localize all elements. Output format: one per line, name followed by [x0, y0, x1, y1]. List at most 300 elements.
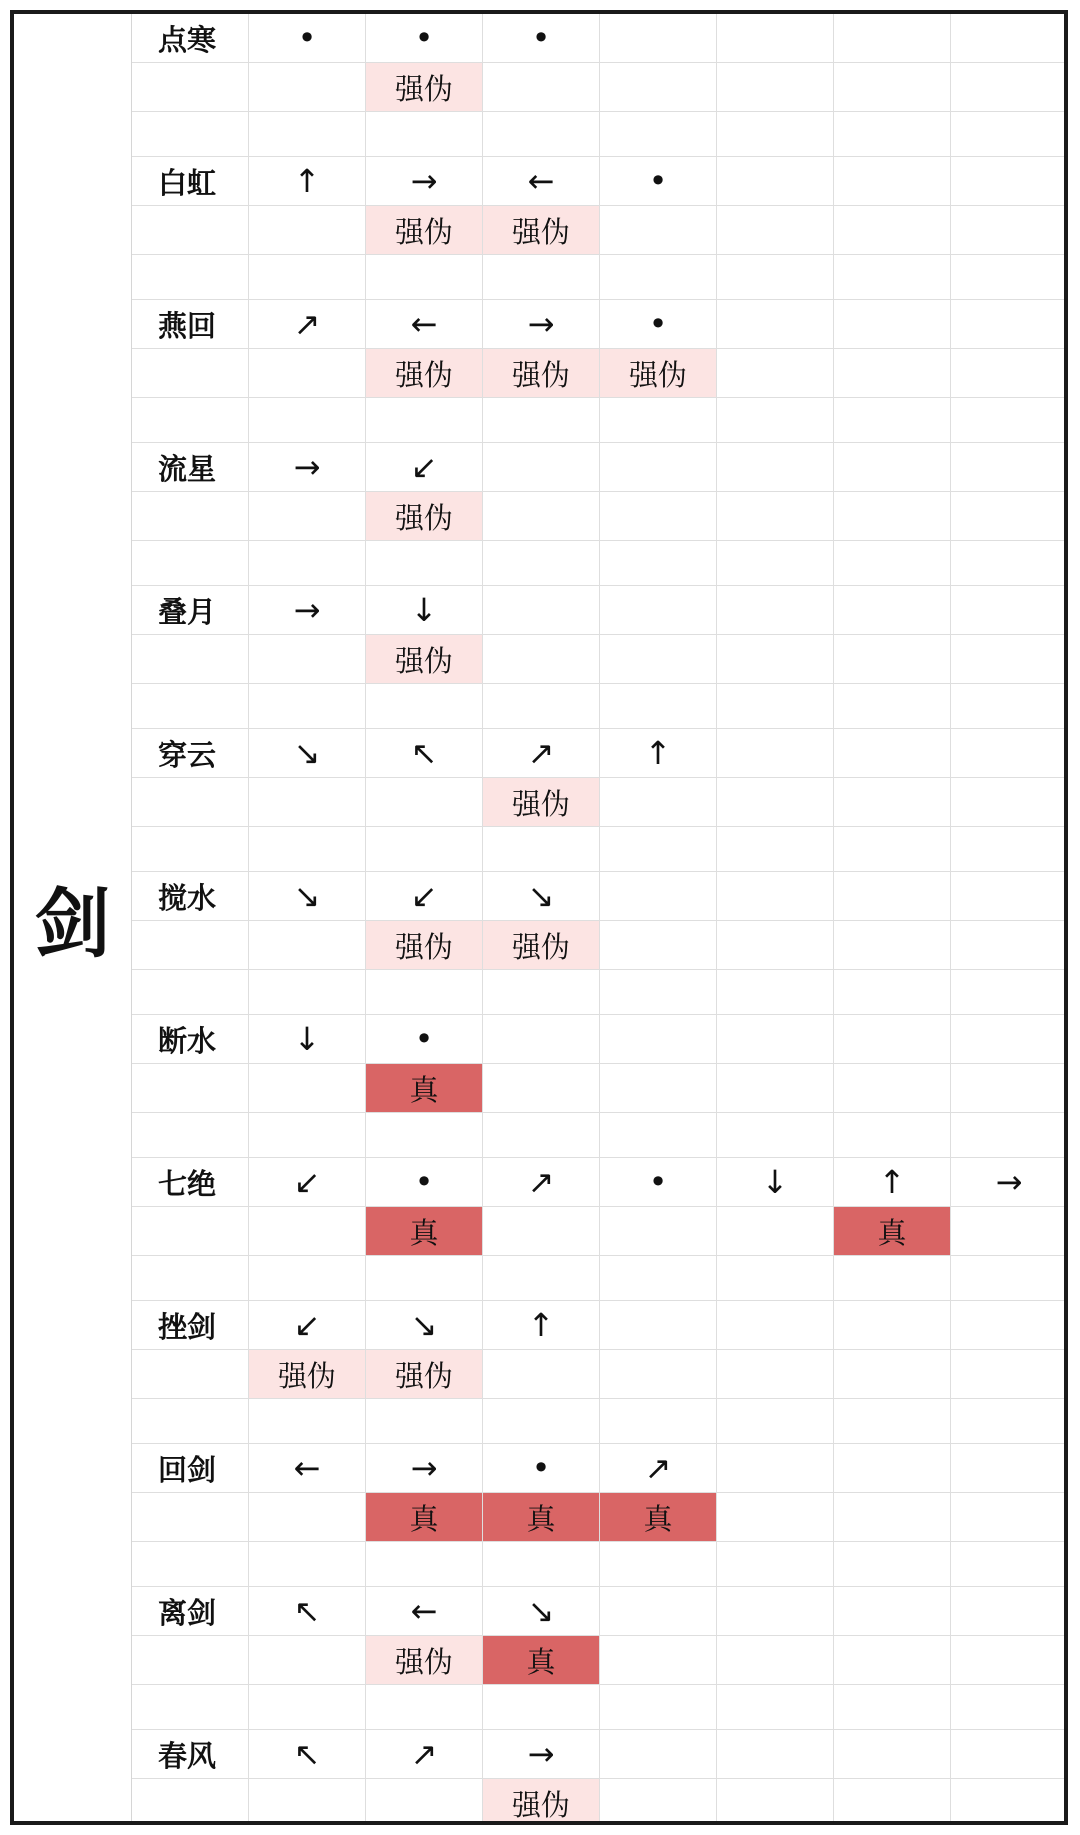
move-step: ←	[483, 157, 600, 205]
empty-cell	[132, 63, 249, 111]
empty-cell	[132, 1542, 249, 1586]
empty-cell	[834, 970, 951, 1014]
row-spacer	[132, 1399, 1068, 1444]
empty-cell	[600, 1113, 717, 1157]
strong-fake-tag: 强伪	[366, 206, 483, 254]
skill-row	[132, 157, 1068, 206]
empty-cell	[600, 921, 717, 969]
skill-tag-row	[132, 778, 1068, 827]
empty-cell	[951, 1207, 1068, 1255]
empty-cell	[951, 398, 1068, 442]
empty-cell	[366, 112, 483, 156]
empty-cell	[366, 1685, 483, 1729]
strong-fake-tag: 强伪	[366, 349, 483, 397]
empty-cell	[951, 1256, 1068, 1300]
skill-name: 挫剑	[132, 1301, 249, 1349]
empty-cell	[249, 398, 366, 442]
empty-cell	[717, 1779, 834, 1825]
skill-row	[132, 300, 1068, 349]
empty-cell	[132, 1256, 249, 1300]
empty-cell	[834, 1636, 951, 1684]
move-step: ↘	[483, 1587, 600, 1635]
empty-cell	[834, 1542, 951, 1586]
skill-tag-row	[132, 492, 1068, 541]
empty-cell	[249, 635, 366, 683]
move-step	[717, 1015, 834, 1063]
row-spacer	[132, 112, 1068, 157]
move-step	[600, 14, 717, 62]
empty-cell	[132, 635, 249, 683]
empty-cell	[834, 112, 951, 156]
move-step: •	[366, 14, 483, 62]
empty-cell	[132, 921, 249, 969]
skill-name: 断水	[132, 1015, 249, 1063]
true-tag: 真	[834, 1207, 951, 1255]
move-step: •	[600, 157, 717, 205]
empty-cell	[249, 921, 366, 969]
move-step	[834, 586, 951, 634]
skill-tag-row	[132, 921, 1068, 970]
empty-cell	[366, 541, 483, 585]
move-step: ↗	[483, 1158, 600, 1206]
move-step	[717, 729, 834, 777]
empty-cell	[600, 635, 717, 683]
move-step	[834, 1587, 951, 1635]
move-step: →	[366, 1444, 483, 1492]
skill-name: 春风	[132, 1730, 249, 1778]
empty-cell	[600, 684, 717, 728]
empty-cell	[834, 541, 951, 585]
true-tag: 真	[483, 1636, 600, 1684]
empty-cell	[249, 112, 366, 156]
empty-cell	[717, 1064, 834, 1112]
empty-cell	[717, 921, 834, 969]
skill-row	[132, 1444, 1068, 1493]
empty-cell	[366, 1113, 483, 1157]
empty-cell	[132, 1399, 249, 1443]
move-step	[834, 1301, 951, 1349]
strong-fake-tag: 强伪	[249, 1350, 366, 1398]
empty-cell	[951, 1399, 1068, 1443]
move-step	[834, 443, 951, 491]
empty-cell	[834, 1113, 951, 1157]
move-step: ↗	[600, 1444, 717, 1492]
empty-cell	[132, 112, 249, 156]
empty-cell	[717, 492, 834, 540]
empty-cell	[483, 970, 600, 1014]
move-step: →	[249, 443, 366, 491]
empty-cell	[951, 1113, 1068, 1157]
row-spacer	[132, 541, 1068, 586]
move-step	[834, 1444, 951, 1492]
empty-cell	[834, 921, 951, 969]
row-spacer	[132, 970, 1068, 1015]
move-step: ↖	[366, 729, 483, 777]
strong-fake-tag: 强伪	[483, 921, 600, 969]
move-step	[951, 1444, 1068, 1492]
empty-cell	[951, 1064, 1068, 1112]
empty-cell	[483, 1399, 600, 1443]
empty-cell	[951, 1636, 1068, 1684]
skill-name: 叠月	[132, 586, 249, 634]
strong-fake-tag: 强伪	[366, 635, 483, 683]
empty-cell	[366, 398, 483, 442]
empty-cell	[249, 1542, 366, 1586]
skill-row	[132, 1301, 1068, 1350]
empty-cell	[249, 63, 366, 111]
move-step	[834, 300, 951, 348]
empty-cell	[249, 1399, 366, 1443]
move-step: ↓	[249, 1015, 366, 1063]
row-spacer	[132, 398, 1068, 443]
skill-tag-row	[132, 1064, 1068, 1113]
row-spacer	[132, 1542, 1068, 1587]
empty-cell	[717, 684, 834, 728]
empty-cell	[951, 63, 1068, 111]
empty-cell	[600, 1207, 717, 1255]
empty-cell	[951, 349, 1068, 397]
move-step: •	[366, 1158, 483, 1206]
empty-cell	[366, 1779, 483, 1825]
empty-cell	[483, 1542, 600, 1586]
empty-cell	[249, 255, 366, 299]
empty-cell	[951, 827, 1068, 871]
true-tag: 真	[600, 1493, 717, 1541]
move-step	[834, 1730, 951, 1778]
move-step: ↘	[249, 872, 366, 920]
move-step	[600, 1587, 717, 1635]
empty-cell	[717, 255, 834, 299]
move-step	[600, 586, 717, 634]
empty-cell	[366, 255, 483, 299]
empty-cell	[249, 349, 366, 397]
move-step	[834, 14, 951, 62]
skill-tag-row	[132, 349, 1068, 398]
empty-cell	[951, 1493, 1068, 1541]
move-step	[834, 872, 951, 920]
empty-cell	[600, 1399, 717, 1443]
empty-cell	[717, 398, 834, 442]
empty-cell	[600, 1779, 717, 1825]
skill-name: 离剑	[132, 1587, 249, 1635]
empty-cell	[834, 684, 951, 728]
empty-cell	[132, 1113, 249, 1157]
move-step	[717, 1444, 834, 1492]
strong-fake-tag: 强伪	[366, 1636, 483, 1684]
move-step: →	[483, 1730, 600, 1778]
empty-cell	[717, 635, 834, 683]
empty-cell	[834, 827, 951, 871]
empty-cell	[483, 1685, 600, 1729]
move-step	[717, 300, 834, 348]
skill-name: 七绝	[132, 1158, 249, 1206]
strong-fake-tag: 强伪	[483, 1779, 600, 1825]
empty-cell	[249, 492, 366, 540]
move-step: •	[483, 14, 600, 62]
move-step: ↙	[366, 443, 483, 491]
empty-cell	[132, 778, 249, 826]
empty-cell	[951, 112, 1068, 156]
empty-cell	[483, 1064, 600, 1112]
empty-cell	[249, 1064, 366, 1112]
empty-cell	[717, 1685, 834, 1729]
empty-cell	[249, 1113, 366, 1157]
skill-row	[132, 729, 1068, 778]
empty-cell	[600, 541, 717, 585]
empty-cell	[249, 827, 366, 871]
empty-cell	[600, 206, 717, 254]
empty-cell	[249, 778, 366, 826]
move-step	[717, 14, 834, 62]
empty-cell	[717, 1350, 834, 1398]
move-step	[483, 1015, 600, 1063]
empty-cell	[366, 684, 483, 728]
empty-cell	[717, 349, 834, 397]
empty-cell	[249, 1779, 366, 1825]
empty-cell	[951, 492, 1068, 540]
move-step	[600, 443, 717, 491]
empty-cell	[132, 1064, 249, 1112]
empty-cell	[366, 1256, 483, 1300]
move-step	[717, 586, 834, 634]
empty-cell	[951, 541, 1068, 585]
move-step: ↘	[483, 872, 600, 920]
empty-cell	[132, 349, 249, 397]
strong-fake-tag: 强伪	[366, 1350, 483, 1398]
move-step	[951, 872, 1068, 920]
empty-cell	[249, 206, 366, 254]
move-step	[717, 1587, 834, 1635]
empty-cell	[951, 970, 1068, 1014]
empty-cell	[951, 1542, 1068, 1586]
strong-fake-tag: 强伪	[483, 349, 600, 397]
empty-cell	[834, 1350, 951, 1398]
empty-cell	[951, 635, 1068, 683]
strong-fake-tag: 强伪	[600, 349, 717, 397]
empty-cell	[600, 1350, 717, 1398]
empty-cell	[951, 921, 1068, 969]
empty-cell	[600, 1542, 717, 1586]
move-step	[600, 1730, 717, 1778]
skill-tag-row	[132, 1636, 1068, 1685]
empty-cell	[483, 63, 600, 111]
empty-cell	[483, 1350, 600, 1398]
empty-cell	[132, 827, 249, 871]
empty-cell	[600, 827, 717, 871]
move-step	[951, 300, 1068, 348]
empty-cell	[483, 1207, 600, 1255]
empty-cell	[717, 1207, 834, 1255]
empty-cell	[132, 255, 249, 299]
empty-cell	[600, 398, 717, 442]
empty-cell	[483, 1113, 600, 1157]
empty-cell	[366, 1399, 483, 1443]
skill-tag-row	[132, 1779, 1068, 1825]
empty-cell	[483, 492, 600, 540]
category-label: 剑	[34, 879, 111, 968]
empty-cell	[951, 206, 1068, 254]
skill-row	[132, 443, 1068, 492]
row-spacer	[132, 1256, 1068, 1301]
move-step: ↓	[366, 586, 483, 634]
skill-row	[132, 872, 1068, 921]
skill-row	[132, 1587, 1068, 1636]
empty-cell	[132, 492, 249, 540]
move-step	[951, 1730, 1068, 1778]
empty-cell	[834, 255, 951, 299]
move-step: ↑	[600, 729, 717, 777]
empty-cell	[717, 1493, 834, 1541]
move-step: •	[600, 1158, 717, 1206]
empty-cell	[132, 1685, 249, 1729]
empty-cell	[951, 255, 1068, 299]
strong-fake-tag: 强伪	[483, 778, 600, 826]
skill-tag-row	[132, 1350, 1068, 1399]
move-step	[951, 157, 1068, 205]
empty-cell	[249, 1256, 366, 1300]
move-step	[834, 729, 951, 777]
empty-cell	[366, 778, 483, 826]
empty-cell	[717, 63, 834, 111]
skill-row	[132, 1730, 1068, 1779]
skill-tag-row	[132, 63, 1068, 112]
move-step	[483, 443, 600, 491]
true-tag: 真	[366, 1064, 483, 1112]
move-step: •	[600, 300, 717, 348]
empty-cell	[717, 970, 834, 1014]
move-step	[600, 1301, 717, 1349]
move-step: •	[366, 1015, 483, 1063]
true-tag: 真	[483, 1493, 600, 1541]
move-step: ↖	[249, 1730, 366, 1778]
empty-cell	[717, 827, 834, 871]
move-step	[951, 1301, 1068, 1349]
move-step: •	[483, 1444, 600, 1492]
skill-name: 流星	[132, 443, 249, 491]
move-step	[951, 729, 1068, 777]
empty-cell	[600, 778, 717, 826]
skill-tag-row	[132, 1207, 1068, 1256]
empty-cell	[249, 1685, 366, 1729]
empty-cell	[483, 255, 600, 299]
empty-cell	[717, 206, 834, 254]
strong-fake-tag: 强伪	[483, 206, 600, 254]
move-step	[717, 443, 834, 491]
true-tag: 真	[366, 1493, 483, 1541]
move-step	[951, 443, 1068, 491]
move-step	[834, 157, 951, 205]
empty-cell	[483, 541, 600, 585]
row-spacer	[132, 1113, 1068, 1158]
move-step	[951, 1587, 1068, 1635]
empty-cell	[483, 112, 600, 156]
empty-cell	[600, 255, 717, 299]
move-step: →	[366, 157, 483, 205]
empty-cell	[132, 970, 249, 1014]
move-step	[951, 1015, 1068, 1063]
empty-cell	[834, 492, 951, 540]
skill-name: 点寒	[132, 14, 249, 62]
move-step: ↑	[483, 1301, 600, 1349]
empty-cell	[249, 684, 366, 728]
strong-fake-tag: 强伪	[366, 63, 483, 111]
empty-cell	[483, 398, 600, 442]
skill-tag-row	[132, 206, 1068, 255]
empty-cell	[834, 1399, 951, 1443]
empty-cell	[132, 1493, 249, 1541]
move-step: ↘	[249, 729, 366, 777]
move-step: ←	[249, 1444, 366, 1492]
empty-cell	[132, 398, 249, 442]
move-step: →	[249, 586, 366, 634]
move-step: ↓	[717, 1158, 834, 1206]
move-step	[717, 872, 834, 920]
empty-cell	[834, 349, 951, 397]
skill-tag-row	[132, 1493, 1068, 1542]
skill-name: 穿云	[132, 729, 249, 777]
empty-cell	[600, 970, 717, 1014]
empty-cell	[717, 1399, 834, 1443]
move-step	[717, 1730, 834, 1778]
skill-sheet	[10, 10, 1068, 1825]
skill-name: 回剑	[132, 1444, 249, 1492]
empty-cell	[717, 1256, 834, 1300]
strong-fake-tag: 强伪	[366, 921, 483, 969]
empty-cell	[366, 827, 483, 871]
move-step: ←	[366, 300, 483, 348]
move-step: ←	[366, 1587, 483, 1635]
empty-cell	[600, 112, 717, 156]
empty-cell	[600, 1256, 717, 1300]
empty-cell	[600, 1685, 717, 1729]
empty-cell	[951, 1779, 1068, 1825]
move-step: ↘	[366, 1301, 483, 1349]
move-step	[951, 14, 1068, 62]
move-step	[834, 1015, 951, 1063]
empty-cell	[834, 1685, 951, 1729]
empty-cell	[366, 970, 483, 1014]
skill-name: 白虹	[132, 157, 249, 205]
true-tag: 真	[366, 1207, 483, 1255]
move-step: ↙	[249, 1158, 366, 1206]
empty-cell	[834, 778, 951, 826]
skill-name: 搅水	[132, 872, 249, 920]
empty-cell	[951, 1350, 1068, 1398]
empty-cell	[483, 827, 600, 871]
empty-cell	[951, 778, 1068, 826]
empty-cell	[834, 1256, 951, 1300]
empty-cell	[132, 1350, 249, 1398]
move-step: ↗	[366, 1730, 483, 1778]
row-spacer	[132, 1685, 1068, 1730]
move-step: ↑	[249, 157, 366, 205]
move-step: ↙	[366, 872, 483, 920]
empty-cell	[132, 206, 249, 254]
empty-cell	[717, 112, 834, 156]
empty-cell	[717, 1542, 834, 1586]
skill-row	[132, 1015, 1068, 1064]
empty-cell	[717, 1113, 834, 1157]
empty-cell	[834, 1779, 951, 1825]
empty-cell	[132, 1207, 249, 1255]
move-step: ↖	[249, 1587, 366, 1635]
empty-cell	[600, 1636, 717, 1684]
empty-cell	[600, 492, 717, 540]
empty-cell	[951, 1685, 1068, 1729]
empty-cell	[132, 1779, 249, 1825]
empty-cell	[834, 398, 951, 442]
move-step	[600, 872, 717, 920]
